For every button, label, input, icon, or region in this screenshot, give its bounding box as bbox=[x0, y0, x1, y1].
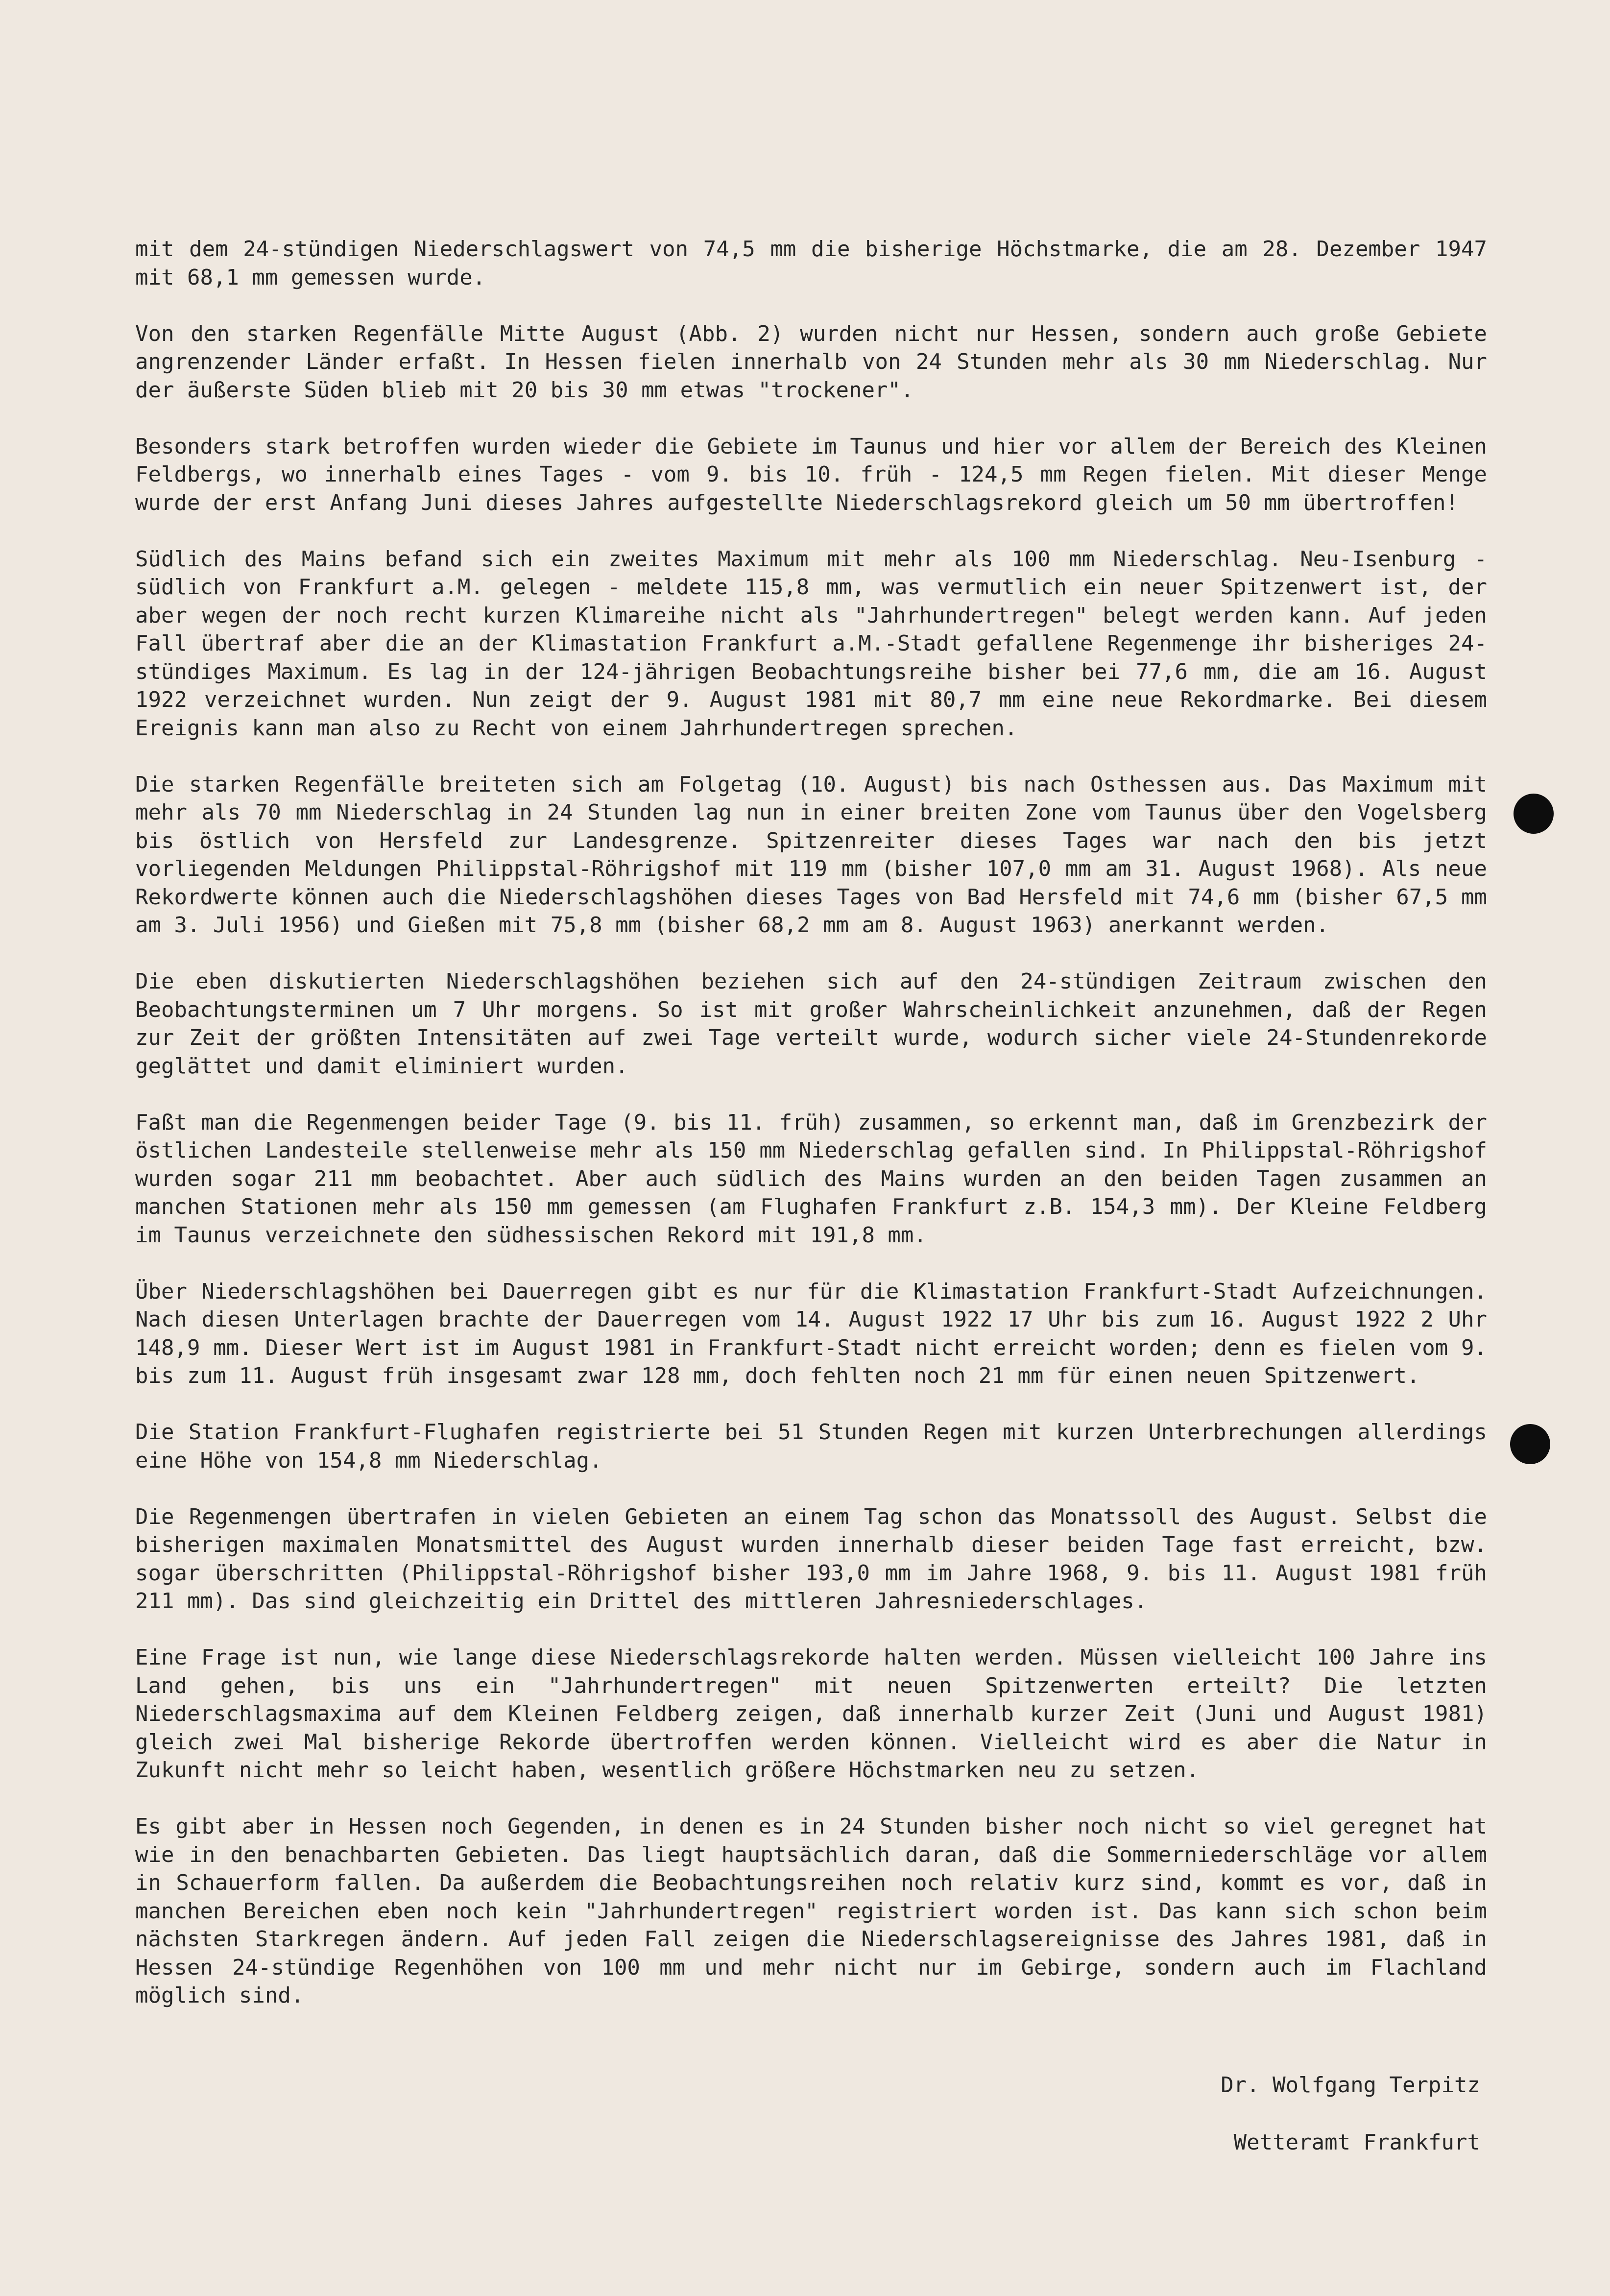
paragraph: mit dem 24-stündigen Niederschlagswert von 74,5 mm die bisherige Höchstmarke, die am 28. Dezember 1947 mit 68,1 mm gemessen wurde. bbox=[135, 237, 1487, 290]
punch-hole-top bbox=[1514, 794, 1554, 834]
signature-name: Dr. Wolfgang Terpitz bbox=[1221, 2073, 1480, 2098]
paragraph: Südlich des Mains befand sich ein zweites Maximum mit mehr als 100 mm Niederschlag. Neu-Isenburg - südlich von Frankfurt a.M. gelegen - meldete 115,8 mm, was vermutlich ein neuer Spitzenwert ist, der aber wegen der noch recht kurzen Klimareihe nicht als "Jahrhundertregen" belegt werden kann. Auf jeden Fall übertraf aber die an der Klimastation Frankfurt a.M.-Stadt gefallene Regenmenge ihr bisheriges 24-stündiges Maximum. Es lag in der 124-jährigen Beobachtungsreihe bisher bei 77,6 mm, die am 16. August 1922 verzeichnet wurden. Nun zeigt der 9. August 1981 mit 80,7 mm eine neue Rekordmarke. Bei diesem Ereignis kann man also zu Recht von einem Jahrhundertregen sprechen. bbox=[135, 546, 1487, 741]
paragraph: Es gibt aber in Hessen noch Gegenden, in denen es in 24 Stunden bisher noch nicht so viel geregnet hat wie in den benachbarten Gebieten. Das liegt hauptsächlich daran, daß die Sommerniederschläge vor allem in Schauerform fallen. Da außerdem die Beobachtungsreihen noch relativ kurz sind, kommt es vor, daß in manchen Bereichen eben noch kein "Jahrhundertregen" registriert worden ist. Das kann sich schon beim nächsten Starkregen ändern. Auf jeden Fall zeigen die Niederschlagsereignisse des Jahres 1981, daß in Hessen 24-stündige Regenhöhen von 100 mm und mehr nicht nur im Gebirge, sondern auch im Flachland möglich sind. bbox=[135, 1814, 1487, 2008]
paragraph: Die starken Regenfälle breiteten sich am Folgetag (10. August) bis nach Osthessen aus. Das Maximum mit mehr als 70 mm Niederschlag in 24 Stunden lag nun in einer breiten Zone vom Taunus über den Vogelsberg bis östlich von Hersfeld zur Landesgrenze. Spitzenreiter dieses Tages war nach den bis jetzt vorliegenden Meldungen Philippstal-Röhrigshof mit 119 mm (bisher 107,0 mm am 31. August 1968). Als neue Rekordwerte können auch die Niederschlagshöhen dieses Tages von Bad Hersfeld mit 74,6 mm (bisher 67,5 mm am 3. Juli 1956) und Gießen mit 75,8 mm (bisher 68,2 mm am 8. August 1963) anerkannt werden. bbox=[135, 772, 1487, 938]
signature-office: Wetteramt Frankfurt bbox=[1233, 2130, 1480, 2155]
paragraph: Die Regenmengen übertrafen in vielen Gebieten an einem Tag schon das Monatssoll des August. Selbst die bisherigen maximalen Monatsmittel des August wurden innerhalb dieser beiden Tage fast erreicht, bzw. sogar überschritten (Philippstal-Röhrigshof bisher 193,0 mm im Jahre 1968, 9. bis 11. August 1981 früh 211 mm). Das sind gleichzeitig ein Drittel des mittleren Jahresniederschlages. bbox=[135, 1504, 1487, 1614]
paragraph: Die Station Frankfurt-Flughafen registrierte bei 51 Stunden Regen mit kurzen Unterbrechungen allerdings eine Höhe von 154,8 mm Niederschlag. bbox=[135, 1420, 1487, 1473]
paragraph: Besonders stark betroffen wurden wieder die Gebiete im Taunus und hier vor allem der Bereich des Kleinen Feldbergs, wo innerhalb eines Tages - vom 9. bis 10. früh - 124,5 mm Regen fielen. Mit dieser Menge wurde der erst Anfang Juni dieses Jahres aufgestellte Niederschlagsrekord gleich um 50 mm übertroffen! bbox=[135, 434, 1487, 515]
paragraph: Von den starken Regenfälle Mitte August (Abb. 2) wurden nicht nur Hessen, sondern auch große Gebiete angrenzender Länder erfaßt. In Hessen fielen innerhalb von 24 Stunden mehr als 30 mm Niederschlag. Nur der äußerste Süden blieb mit 20 bis 30 mm etwas "trockener". bbox=[135, 321, 1487, 403]
paragraph: Faßt man die Regenmengen beider Tage (9. bis 11. früh) zusammen, so erkennt man, daß im Grenzbezirk der östlichen Landesteile stellenweise mehr als 150 mm Niederschlag gefallen sind. In Philippstal-Röhrigshof wurden sogar 211 mm beobachtet. Aber auch südlich des Mains wurden an den beiden Tagen zusammen an manchen Stationen mehr als 150 mm gemessen (am Flughafen Frankfurt z.B. 154,3 mm). Der Kleine Feldberg im Taunus verzeichnete den südhessischen Rekord mit 191,8 mm. bbox=[135, 1110, 1487, 1248]
paragraph: Eine Frage ist nun, wie lange diese Niederschlagsrekorde halten werden. Müssen vielleicht 100 Jahre ins Land gehen, bis uns ein "Jahrhundertregen" mit neuen Spitzenwerten erteilt? Die letzten Niederschlagsmaxima auf dem Kleinen Feldberg zeigen, daß innerhalb kurzer Zeit (Juni und August 1981) gleich zwei Mal bisherige Rekorde übertroffen werden können. Vielleicht wird es aber die Natur in Zukunft nicht mehr so leicht haben, wesentlich größere Höchstmarken neu zu setzen. bbox=[135, 1645, 1487, 1783]
paragraph: Über Niederschlagshöhen bei Dauerregen gibt es nur für die Klimastation Frankfurt-Stadt Aufzeichnungen. Nach diesen Unterlagen brachte der Dauerregen vom 14. August 1922 17 Uhr bis zum 16. August 1922 2 Uhr 148,9 mm. Dieser Wert ist im August 1981 in Frankfurt-Stadt nicht erreicht worden; denn es fielen vom 9. bis zum 11. August früh insgesamt zwar 128 mm, doch fehlten noch 21 mm für einen neuen Spitzenwert. bbox=[135, 1279, 1487, 1388]
body-text bbox=[135, 235, 1487, 2038]
paragraph: Die eben diskutierten Niederschlagshöhen beziehen sich auf den 24-stündigen Zeitraum zwischen den Beobachtungsterminen um 7 Uhr morgens. So ist mit großer Wahrscheinlichkeit anzunehmen, daß der Regen zur Zeit der größten Intensitäten auf zwei Tage verteilt wurde, wodurch sicher viele 24-Stundenrekorde geglättet und damit eliminiert wurden. bbox=[135, 969, 1487, 1079]
punch-hole-bottom bbox=[1510, 1424, 1550, 1464]
